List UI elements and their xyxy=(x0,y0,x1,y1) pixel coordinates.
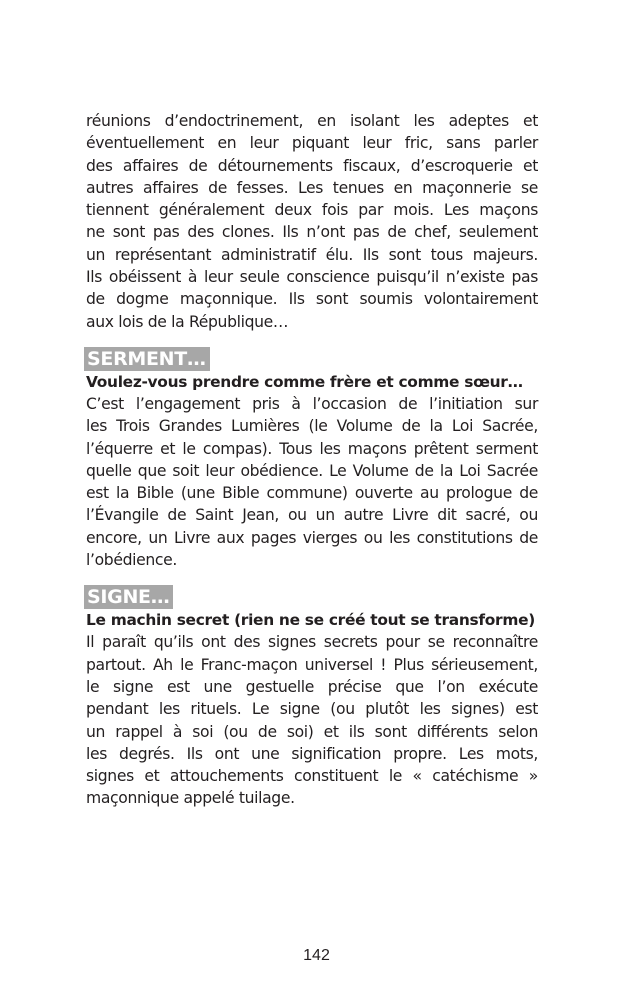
section-subtitle: Voulez-vous prendre comme frère et comme sœur… xyxy=(86,372,523,391)
text-line: aux lois de la République… xyxy=(86,312,289,331)
text-line: les Trois Grandes Lumières (le Volume de la Loi Sacrée, xyxy=(86,417,538,436)
section-signe xyxy=(86,585,538,809)
text-line: signes et attouchements constituent le « catéchisme » xyxy=(86,767,538,786)
text-line: éventuellement en leur piquant leur fric, sans parler xyxy=(86,134,538,153)
text-line: de dogme maçonnique. Ils sont soumis volontairement xyxy=(86,290,538,309)
section-serment xyxy=(86,347,538,571)
text-line: C’est l’engagement pris à l’occasion de l’initiation sur xyxy=(86,394,538,413)
book-page xyxy=(86,110,538,810)
text-line: Il paraît qu’ils ont des signes secrets pour se reconnaître xyxy=(86,633,538,652)
text-line: les degrés. Ils ont une signification propre. Les mots, xyxy=(86,744,538,763)
section-paragraph xyxy=(86,631,538,809)
text-line: partout. Ah le Franc-maçon universel ! Plus sérieusement, xyxy=(86,655,538,674)
text-line: est la Bible (une Bible commune) ouverte au prologue de xyxy=(86,484,538,503)
page-number: 142 xyxy=(303,947,330,964)
section-heading: SIGNE… xyxy=(84,585,173,609)
text-line: le signe est une gestuelle précise que l’on exécute xyxy=(86,677,538,696)
text-line: l’Évangile de Saint Jean, ou un autre Livre dit sacré, ou xyxy=(86,506,538,525)
text-line: maçonnique appelé tuilage. xyxy=(86,789,295,808)
text-line: des affaires de détournements fiscaux, d’escroquerie et xyxy=(86,156,538,175)
text-line: Ils obéissent à leur seule conscience puisqu’il n’existe pas xyxy=(86,268,538,287)
intro-paragraph xyxy=(86,110,538,333)
text-line: ne sont pas des clones. Ils n’ont pas de chef, seulement xyxy=(86,223,538,242)
text-line: un représentant administratif élu. Ils sont tous majeurs. xyxy=(86,245,538,264)
section-subtitle: Le machin secret (rien ne se créé tout se transforme) xyxy=(86,611,535,630)
section-heading: SERMENT… xyxy=(84,347,210,371)
text-line: un rappel à soi (ou de soi) et ils sont différents selon xyxy=(86,722,538,741)
text-line: réunions d’endoctrinement, en isolant les adeptes et xyxy=(86,112,538,130)
text-line: tiennent généralement deux fois par mois. Les maçons xyxy=(86,201,538,220)
text-line: l’équerre et le compas). Tous les maçons prêtent serment xyxy=(86,439,538,458)
text-line: encore, un Livre aux pages vierges ou les constitutions de xyxy=(86,528,538,547)
section-paragraph xyxy=(86,393,538,571)
text-line: pendant les rituels. Le signe (ou plutôt les signes) est xyxy=(86,700,538,719)
text-line: autres affaires de fesses. Les tenues en maçonnerie se xyxy=(86,178,538,197)
text-line: l’obédience. xyxy=(86,551,177,570)
text-line: quelle que soit leur obédience. Le Volume de la Loi Sacrée xyxy=(86,461,538,480)
